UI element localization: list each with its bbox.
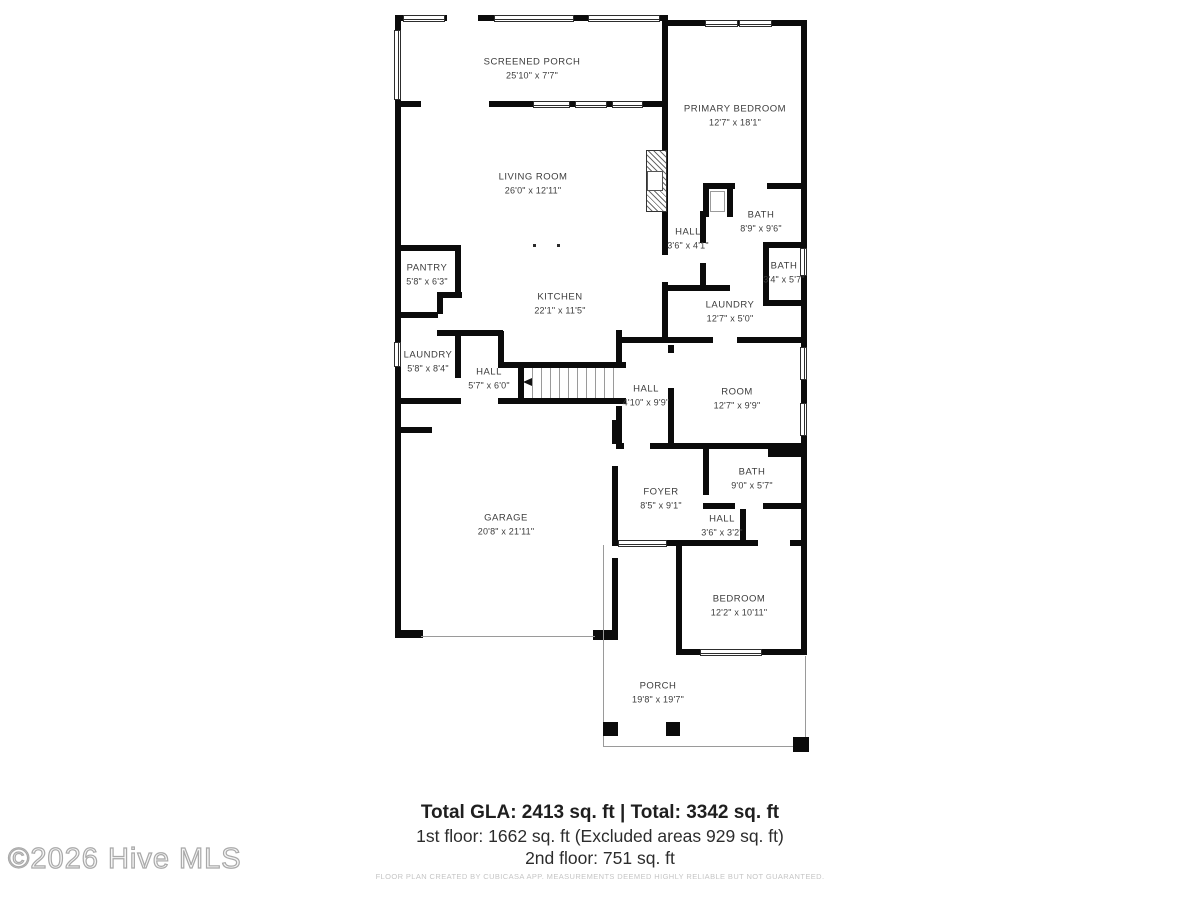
window bbox=[403, 15, 445, 22]
wall-segment bbox=[455, 245, 461, 297]
room-label bbox=[534, 292, 585, 317]
room-dimensions: 26'0" x 12'11" bbox=[504, 185, 562, 196]
room-name: SCREENED PORCH bbox=[483, 56, 581, 68]
room-dimensions: 12'7" x 9'9" bbox=[713, 400, 761, 411]
room-dimensions: 25'10" x 7'7" bbox=[506, 70, 558, 81]
room-name: LAUNDRY bbox=[705, 299, 755, 311]
wall-segment bbox=[616, 406, 622, 443]
window bbox=[533, 101, 570, 108]
room-dimensions: 8'5" x 9'1" bbox=[640, 500, 682, 511]
room-label bbox=[684, 104, 786, 129]
wall-segment bbox=[395, 427, 432, 433]
room-dimensions: 3'6" x 4'1" bbox=[667, 240, 709, 251]
room-dimensions: 5'8" x 6'3" bbox=[406, 276, 448, 287]
room-label bbox=[478, 513, 535, 538]
room-label bbox=[404, 350, 453, 375]
wall-segment bbox=[395, 15, 401, 638]
window bbox=[394, 30, 401, 100]
wall-segment bbox=[498, 398, 626, 404]
window bbox=[800, 347, 807, 380]
wall-segment bbox=[395, 245, 461, 251]
window bbox=[800, 403, 807, 436]
wall-segment bbox=[727, 187, 733, 217]
window bbox=[494, 15, 574, 22]
room-label bbox=[667, 227, 709, 252]
room-label bbox=[468, 367, 510, 392]
ceiling-dot bbox=[533, 244, 536, 247]
fireplace-notch bbox=[647, 171, 663, 191]
first-floor-line: 1st floor: 1662 sq. ft (Excluded areas 929 sq. ft) bbox=[416, 826, 784, 846]
room-name: HALL bbox=[709, 513, 735, 525]
room-name: BATH bbox=[770, 260, 798, 272]
porch-outline bbox=[603, 545, 604, 747]
room-name: HALL bbox=[675, 226, 701, 238]
room-dimensions: 8'9" x 9'6" bbox=[740, 223, 782, 234]
room-name: BATH bbox=[747, 209, 775, 221]
room-label bbox=[499, 172, 568, 197]
room-dimensions: 12'2" x 10'11" bbox=[710, 607, 768, 618]
room-dimensions: 3'4" x 5'7" bbox=[763, 274, 805, 285]
window bbox=[575, 101, 607, 108]
room-dimensions: 22'1" x 11'5" bbox=[534, 305, 586, 316]
window bbox=[588, 15, 660, 22]
porch-outline bbox=[421, 636, 595, 637]
door-opening bbox=[421, 101, 489, 108]
room-label bbox=[701, 514, 743, 539]
wall-segment bbox=[612, 558, 618, 640]
wall-segment bbox=[703, 449, 709, 495]
wall-segment bbox=[455, 332, 461, 378]
door-opening bbox=[447, 15, 478, 22]
disclaimer-text: FLOOR PLAN CREATED BY CUBICASA APP. MEASUREMENTS DEEMED HIGHLY RELIABLE BUT NOT GUARANTEED. bbox=[375, 872, 825, 881]
door-opening bbox=[735, 503, 763, 509]
wall-segment bbox=[612, 466, 618, 540]
room-label bbox=[484, 57, 581, 82]
window bbox=[739, 20, 772, 27]
wall-segment bbox=[676, 545, 682, 655]
porch-post bbox=[603, 722, 618, 736]
room-dimensions: 9'0" x 5'7" bbox=[731, 480, 773, 491]
room-label bbox=[763, 261, 805, 286]
room-dimensions: 19'8" x 19'7" bbox=[632, 694, 684, 705]
room-label bbox=[731, 467, 773, 492]
room-label bbox=[632, 681, 684, 706]
room-label bbox=[623, 384, 670, 409]
door-opening bbox=[735, 183, 767, 189]
mls-watermark: ©2026 Hive MLS bbox=[8, 843, 242, 875]
room-name: PRIMARY BEDROOM bbox=[683, 103, 787, 115]
wall-segment bbox=[395, 312, 438, 318]
wall-segment bbox=[395, 398, 461, 404]
window bbox=[705, 20, 738, 27]
window bbox=[618, 540, 667, 547]
window bbox=[700, 649, 762, 656]
wall-segment bbox=[616, 337, 807, 343]
porch-outline bbox=[805, 656, 806, 746]
room-name: LIVING ROOM bbox=[498, 171, 568, 183]
room-label bbox=[640, 487, 682, 512]
wall-segment bbox=[700, 263, 706, 287]
room-dimensions: 12'7" x 5'0" bbox=[706, 313, 754, 324]
wall-segment bbox=[616, 330, 622, 368]
porch-outline bbox=[603, 746, 806, 747]
room-dimensions: 4'10" x 9'9" bbox=[622, 397, 670, 408]
ceiling-dot bbox=[557, 244, 560, 247]
room-label bbox=[714, 387, 761, 412]
room-name: PORCH bbox=[639, 680, 677, 692]
door-opening bbox=[758, 540, 790, 546]
room-label bbox=[706, 300, 755, 325]
room-name: PANTRY bbox=[406, 262, 448, 274]
room-dimensions: 12'7" x 18'1" bbox=[709, 117, 761, 128]
room-name: HALL bbox=[476, 366, 502, 378]
room-name: BEDROOM bbox=[712, 593, 766, 605]
room-label bbox=[711, 594, 768, 619]
room-name: HALL bbox=[633, 383, 659, 395]
window bbox=[394, 342, 401, 367]
total-gla-line: Total GLA: 2413 sq. ft | Total: 3342 sq. ft bbox=[420, 802, 780, 823]
room-name: GARAGE bbox=[484, 512, 528, 524]
stair-direction-arrow bbox=[523, 378, 532, 386]
door-leaf bbox=[710, 191, 725, 212]
room-name: KITCHEN bbox=[537, 291, 583, 303]
door-opening bbox=[662, 255, 668, 282]
porch-post bbox=[666, 722, 680, 736]
door-opening bbox=[713, 337, 737, 343]
wall-segment bbox=[437, 330, 503, 336]
room-label bbox=[740, 210, 782, 235]
wall-segment bbox=[437, 292, 443, 314]
wall-segment bbox=[768, 445, 801, 457]
wall-segment bbox=[668, 345, 674, 353]
room-dimensions: 3'6" x 3'2" bbox=[701, 527, 743, 538]
door-opening bbox=[624, 443, 650, 449]
room-name: ROOM bbox=[721, 386, 753, 398]
wall-segment bbox=[763, 300, 807, 306]
room-dimensions: 5'8" x 8'4" bbox=[407, 363, 449, 374]
porch-post bbox=[793, 737, 809, 752]
room-dimensions: 5'7" x 6'0" bbox=[468, 380, 510, 391]
room-dimensions: 20'8" x 21'11" bbox=[477, 526, 535, 537]
staircase bbox=[524, 368, 620, 398]
room-name: LAUNDRY bbox=[403, 349, 453, 361]
wall-segment bbox=[668, 285, 730, 291]
room-label bbox=[406, 263, 448, 288]
wall-segment bbox=[395, 630, 423, 638]
window bbox=[612, 101, 643, 108]
room-name: BATH bbox=[738, 466, 766, 478]
room-name: FOYER bbox=[643, 486, 679, 498]
second-floor-line: 2nd floor: 751 sq. ft bbox=[525, 848, 675, 868]
